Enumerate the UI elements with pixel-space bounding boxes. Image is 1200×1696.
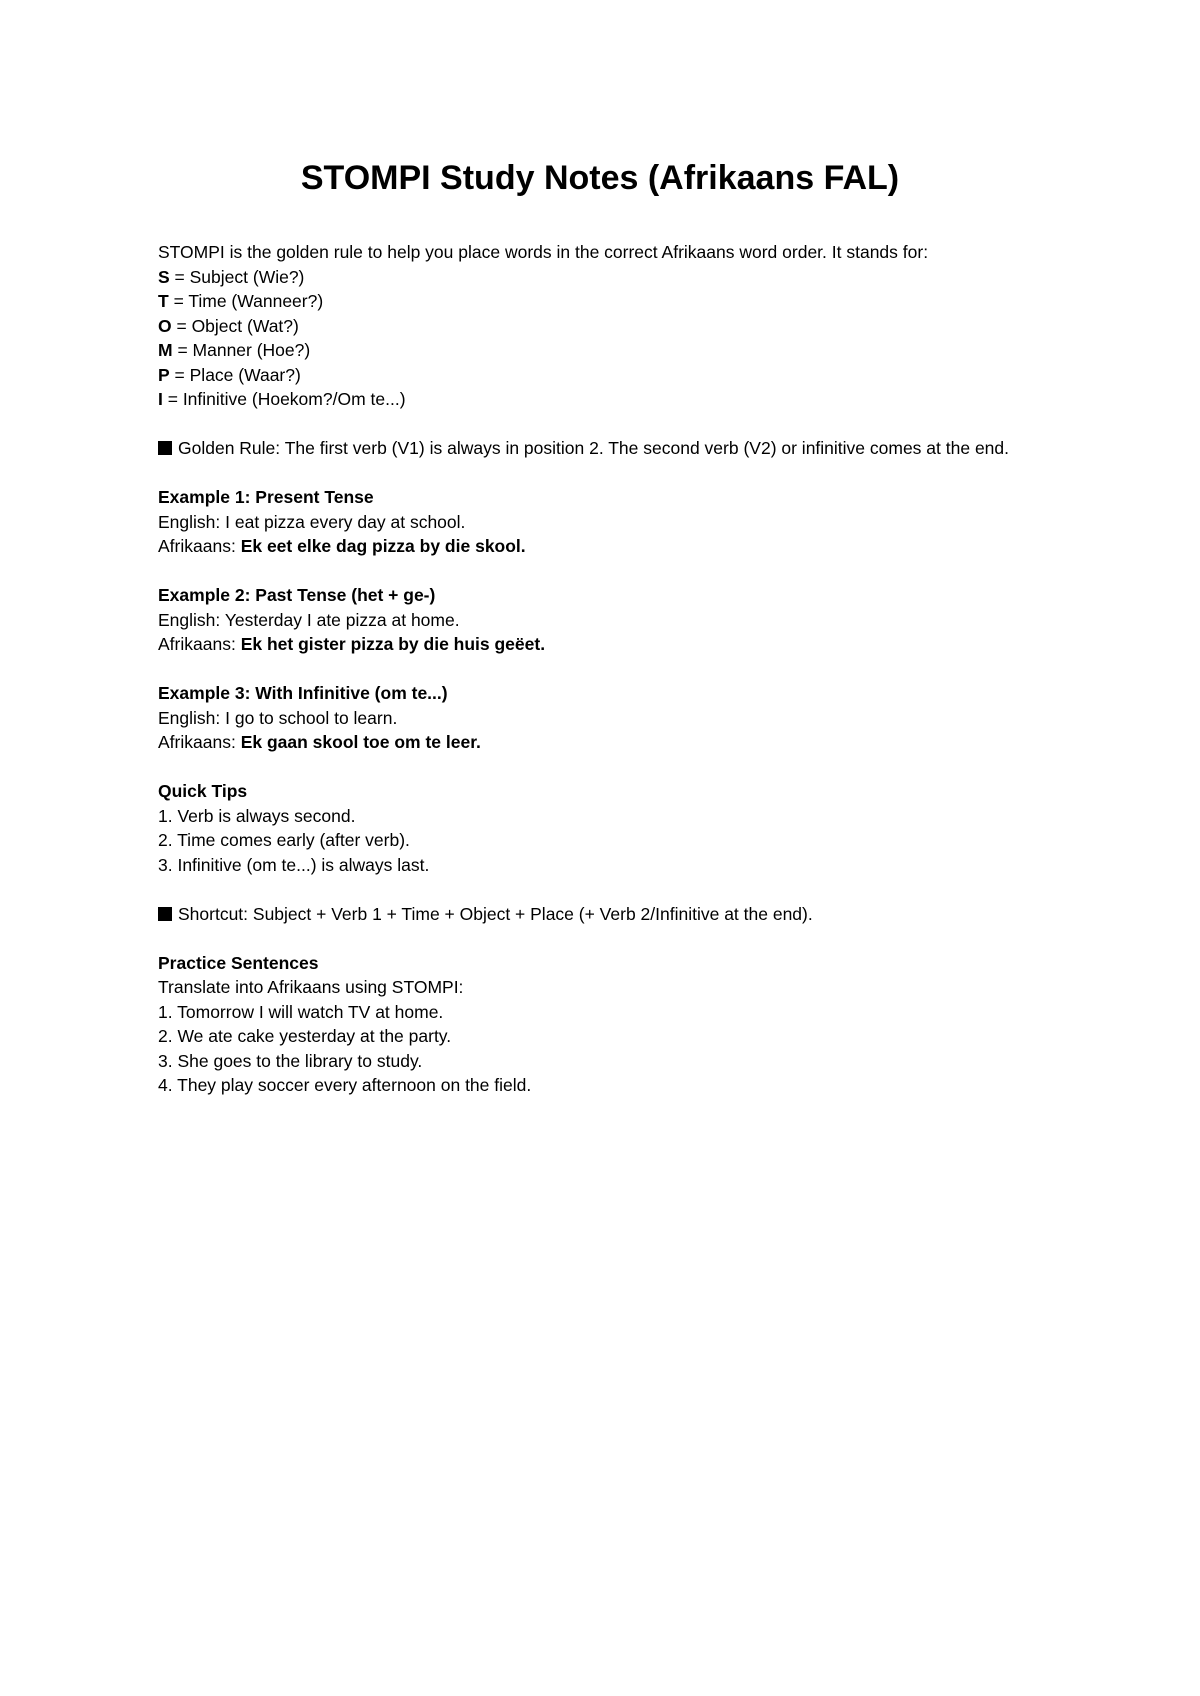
practice-item: 3. She goes to the library to study.	[158, 1050, 423, 1071]
practice-instruction: Translate into Afrikaans using STOMPI:	[158, 977, 464, 997]
intro-paragraph: STOMPI is the golden rule to help you place words in the correct Afrikaans word order. It stands for:	[158, 242, 929, 262]
stompi-item-o	[158, 314, 1058, 339]
spacer	[158, 412, 1058, 437]
stompi-letter: T	[158, 291, 169, 311]
example-heading: Example 2: Past Tense (het + ge-)	[158, 585, 436, 605]
stompi-item-s	[158, 265, 1058, 290]
practice-item: 4. They play soccer every afternoon on the field.	[158, 1075, 532, 1095]
example-1	[158, 485, 1058, 559]
stompi-list	[158, 265, 1058, 412]
black-square-icon	[158, 441, 172, 455]
stompi-meaning: = Time (Wanneer?)	[168, 291, 324, 311]
stompi-item-i	[158, 387, 1058, 412]
afrikaans-sentence: Ek gaan skool toe om te leer.	[240, 732, 481, 752]
page-title: STOMPI Study Notes (Afrikaans FAL)	[300, 159, 900, 197]
quick-tip-item: 2. Time comes early (after verb).	[158, 830, 410, 850]
english-sentence: Yesterday I ate pizza at home.	[224, 609, 460, 630]
stompi-meaning: = Subject (Wie?)	[169, 266, 305, 287]
stompi-item-m	[158, 338, 1058, 363]
english-label: English:	[158, 511, 226, 532]
stompi-item-p	[158, 363, 1058, 388]
spacer	[158, 877, 1058, 902]
shortcut-note	[158, 902, 1058, 927]
example-2	[158, 583, 1058, 657]
example-english	[158, 510, 1058, 535]
example-3	[158, 681, 1058, 755]
spacer	[158, 657, 1058, 682]
english-label: English:	[158, 707, 226, 728]
afrikaans-label: Afrikaans:	[158, 536, 241, 556]
golden-rule-text: Golden Rule: The first verb (V1) is always in position 2. The second verb (V2) or infinitive comes at the end.	[178, 438, 1010, 458]
english-sentence: I eat pizza every day at school.	[225, 511, 466, 532]
practice-item: 2. We ate cake yesterday at the party.	[158, 1026, 452, 1046]
stompi-letter: O	[158, 315, 172, 336]
example-heading: Example 1: Present Tense	[158, 487, 374, 507]
example-afrikaans	[158, 730, 1058, 755]
stompi-letter: I	[158, 389, 163, 409]
example-heading: Example 3: With Infinitive (om te...)	[158, 683, 448, 703]
afrikaans-label: Afrikaans:	[158, 732, 241, 752]
example-afrikaans	[158, 632, 1058, 657]
stompi-letter: S	[158, 266, 170, 287]
black-square-icon	[158, 907, 172, 921]
stompi-meaning: = Manner (Hoe?)	[172, 340, 311, 360]
shortcut-text: Shortcut: Subject + Verb 1 + Time + Object + Place (+ Verb 2/Infinitive at the end).	[178, 903, 813, 924]
practice-heading: Practice Sentences	[158, 952, 319, 973]
afrikaans-sentence: Ek eet elke dag pizza by die skool.	[240, 536, 526, 556]
spacer	[158, 755, 1058, 780]
spacer	[158, 926, 1058, 951]
stompi-item-t	[158, 289, 1058, 314]
golden-rule-note	[158, 436, 1058, 461]
quick-tip-item: 1. Verb is always second.	[158, 805, 356, 826]
example-english	[158, 608, 1058, 633]
practice-section	[158, 951, 1058, 1098]
document-body	[158, 240, 1058, 1098]
example-afrikaans	[158, 534, 1058, 559]
spacer	[158, 461, 1058, 486]
practice-item: 1. Tomorrow I will watch TV at home.	[158, 1001, 444, 1022]
spacer	[158, 559, 1058, 584]
stompi-meaning: = Infinitive (Hoekom?/Om te...)	[162, 389, 406, 409]
stompi-meaning: = Place (Waar?)	[169, 364, 301, 385]
english-sentence: I go to school to learn.	[225, 707, 398, 728]
stompi-letter: P	[158, 364, 170, 385]
quick-tips-section	[158, 779, 1058, 877]
quick-tips-heading: Quick Tips	[158, 781, 248, 801]
stompi-meaning: = Object (Wat?)	[171, 315, 299, 336]
quick-tip-item: 3. Infinitive (om te...) is always last.	[158, 854, 430, 875]
example-english	[158, 706, 1058, 731]
afrikaans-sentence: Ek het gister pizza by die huis geëet.	[240, 634, 546, 654]
english-label: English:	[158, 609, 225, 630]
afrikaans-label: Afrikaans:	[158, 634, 241, 654]
stompi-letter: M	[158, 340, 173, 360]
